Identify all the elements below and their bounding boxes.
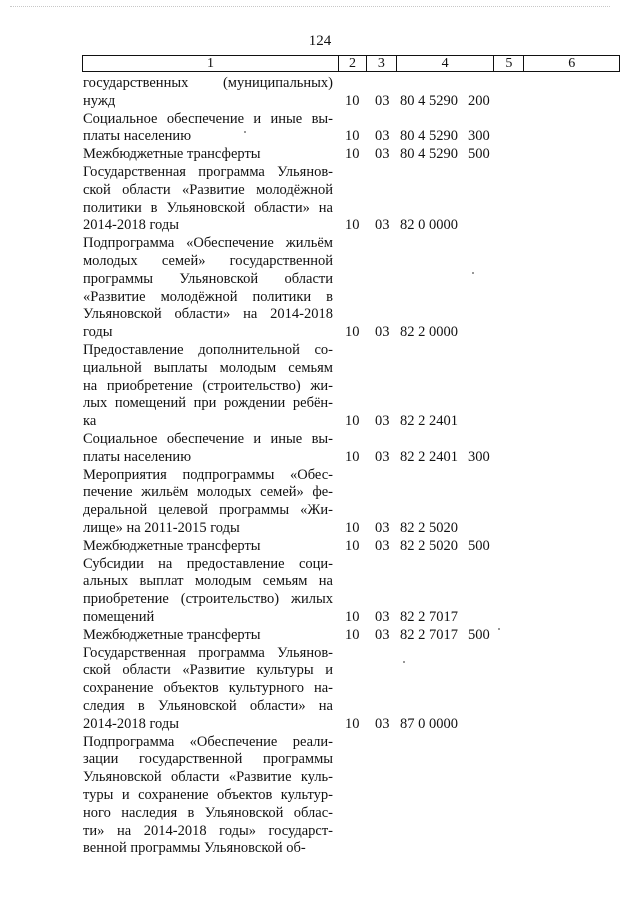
header-col-3: 3 — [366, 56, 396, 71]
row-description — [83, 164, 333, 235]
section-code: 10 — [345, 92, 360, 109]
description-line: Подпрограмма «Обеспечение реали- — [83, 733, 333, 750]
target-article-code: 82 2 7017 — [400, 609, 458, 625]
expense-type-code: 500 — [468, 537, 490, 554]
description-line: Социальное обеспечение и иные вы- — [83, 110, 333, 127]
description-line: ка — [83, 413, 97, 430]
subsection-code: 03 — [375, 413, 390, 430]
row-description — [83, 235, 333, 342]
target-article-code: 82 2 2401 — [400, 413, 458, 430]
section-code: 10 — [345, 146, 360, 163]
description-line: государственных (муниципальных) — [83, 75, 333, 91]
description-line: ного наследия в Ульяновской облас- — [83, 804, 333, 821]
description-line: приобретение (строительство) жилых — [83, 591, 333, 608]
row-description — [83, 467, 333, 538]
description-line: следия в Ульяновской области» на — [83, 697, 333, 714]
row-description — [83, 146, 333, 164]
row-description — [83, 538, 333, 556]
row-description — [83, 342, 333, 431]
description-line: альных выплат молодым семьям на — [83, 573, 333, 590]
header-col-2: 2 — [338, 56, 366, 71]
expense-type-code: 300 — [468, 128, 490, 145]
target-article-code: 82 2 0000 — [400, 324, 458, 341]
subsection-code: 03 — [375, 217, 390, 234]
description-line: Государственная программа Ульянов- — [83, 644, 333, 661]
description-line: лых помещений при рождении ребён- — [83, 395, 333, 412]
expense-type-code: 300 — [468, 448, 490, 465]
subsection-code: 03 — [375, 146, 390, 163]
description-line: Государственная программа Ульянов- — [83, 164, 333, 180]
target-article-code: 80 4 5290 — [400, 92, 458, 109]
subsection-code: 03 — [375, 324, 390, 341]
description-line: печение жильём молодых семей» фе- — [83, 484, 333, 501]
section-code: 10 — [345, 520, 360, 536]
description-line: ской области «Развитие культуры и — [83, 662, 333, 679]
description-line: программы Ульяновской области — [83, 270, 333, 287]
section-code: 10 — [345, 609, 360, 625]
scan-speck — [244, 131, 246, 133]
scan-speck — [403, 661, 405, 663]
description-line: Ульяновской области» на 2014-2018 — [83, 306, 333, 323]
section-code: 10 — [345, 217, 360, 234]
description-line: сохранение объектов культурного на- — [83, 680, 333, 697]
section-code: 10 — [345, 715, 360, 732]
target-article-code: 82 2 5020 — [400, 537, 458, 554]
description-line: деральной целевой программы «Жи- — [83, 502, 333, 519]
description-line: зации государственной программы — [83, 751, 333, 768]
description-line: Межбюджетные трансферты — [83, 146, 261, 163]
description-line: платы населению — [83, 128, 192, 145]
subsection-code: 03 — [375, 609, 390, 625]
description-line: 2014-2018 годы — [83, 217, 179, 234]
subsection-code: 03 — [375, 128, 390, 145]
description-line: 2014-2018 годы — [83, 715, 179, 732]
description-line: Предоставление дополнительной со- — [83, 342, 333, 358]
description-line: Межбюджетные трансферты — [83, 537, 261, 554]
description-line: политики в Ульяновской области» на — [83, 199, 333, 216]
description-line: помещений — [83, 608, 155, 625]
row-description — [83, 75, 333, 111]
description-line: платы населению — [83, 448, 192, 465]
subsection-code: 03 — [375, 520, 390, 536]
subsection-code: 03 — [375, 715, 390, 732]
description-line: циальной выплаты молодым семьям — [83, 359, 333, 376]
description-line: нужд — [83, 92, 116, 109]
target-article-code: 82 2 5020 — [400, 520, 458, 536]
section-code: 10 — [345, 324, 360, 341]
header-col-1: 1 — [207, 56, 215, 71]
section-code: 10 — [345, 626, 360, 643]
description-line: Мероприятия подпрограммы «Обес- — [83, 466, 333, 483]
description-line: «Развитие молодёжной политики в — [83, 288, 333, 305]
description-line: Подпрограмма «Обеспечение жильём — [83, 235, 333, 252]
subsection-code: 03 — [375, 448, 390, 465]
row-description — [83, 645, 333, 734]
scan-speck — [498, 628, 500, 630]
target-article-code: 80 4 5290 — [400, 128, 458, 145]
description-line: Социальное обеспечение и иные вы- — [83, 431, 333, 447]
description-line: венной программы Ульяновской об- — [83, 840, 306, 857]
description-line: туры и сохранение объектов культур- — [83, 786, 333, 803]
header-col-6: 6 — [523, 56, 619, 71]
description-line: лище» на 2011-2015 годы — [83, 519, 240, 536]
section-code: 10 — [345, 537, 360, 554]
description-line: Межбюджетные трансферты — [83, 626, 261, 643]
target-article-code: 82 2 2401 — [400, 448, 458, 465]
target-article-code: 82 2 7017 — [400, 626, 458, 643]
expense-type-code: 500 — [468, 626, 490, 643]
section-code: 10 — [345, 413, 360, 430]
target-article-code: 82 0 0000 — [400, 217, 458, 234]
target-article-code: 87 0 0000 — [400, 715, 458, 732]
row-description — [83, 111, 333, 147]
row-description — [83, 734, 333, 859]
header-col-4: 4 — [396, 56, 494, 71]
subsection-code: 03 — [375, 92, 390, 109]
description-line: Ульяновской области «Развитие куль- — [83, 769, 333, 786]
section-code: 10 — [345, 128, 360, 145]
target-article-code: 80 4 5290 — [400, 146, 458, 163]
scan-top-marks — [10, 6, 610, 9]
section-code: 10 — [345, 448, 360, 465]
row-description — [83, 556, 333, 627]
scan-speck — [472, 272, 474, 274]
header-col-5: 5 — [493, 56, 523, 71]
description-line: молодых семей» государственной — [83, 252, 333, 269]
description-line: годы — [83, 324, 113, 341]
row-description — [83, 627, 333, 645]
description-line: на приобретение (строительство) жи- — [83, 377, 333, 394]
description-line: Субсидии на предоставление соци- — [83, 555, 333, 572]
description-line: ской области «Развитие молодёжной — [83, 181, 333, 198]
subsection-code: 03 — [375, 537, 390, 554]
page-number: 124 — [308, 33, 332, 49]
description-line: ти» на 2014-2018 годы» государст- — [83, 822, 333, 839]
expense-type-code: 500 — [468, 146, 490, 163]
table-header — [82, 55, 620, 72]
subsection-code: 03 — [375, 626, 390, 643]
expense-type-code: 200 — [468, 92, 490, 109]
row-description — [83, 431, 333, 467]
